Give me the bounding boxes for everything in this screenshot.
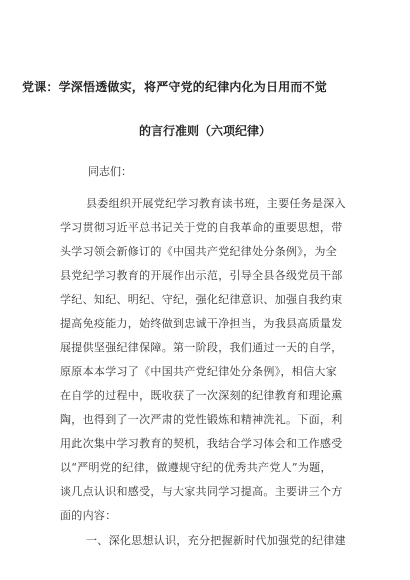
body-line: 学纪、知纪、明纪、守纪，强化纪律意识、加强自我约束	[60, 293, 343, 306]
body-line: 县党纪学习教育的开展作出示范，引导全县各级党员干部	[60, 269, 343, 282]
body-line: 以“严明党的纪律，做遵规守纪的优秀共产党人”为题，	[60, 461, 332, 474]
body-line: 面的内容：	[60, 509, 117, 522]
document-title-line-1: 党课：学深悟透做实，将严守党的纪律内化为日用而不觉	[22, 80, 328, 94]
body-line: 提高免疫能力，始终做到忠诚干净担当，为我县高质量发	[60, 317, 343, 330]
body-line: 谈几点认识和感受，与大家共同学习提高。主要讲三个方	[60, 485, 343, 498]
body-line: 头学习领会新修订的《中国共产党纪律处分条例》，为全	[60, 245, 337, 258]
body-line: 陶，也得到了一次严肃的党性锻炼和精神洗礼。下面，利	[60, 413, 343, 426]
document-title-line-2: 的言行准则（六项纪律）	[138, 124, 271, 138]
body-line: 在自学的过程中，既收获了一次深刻的纪律教育和理论熏	[60, 389, 343, 402]
greeting: 同志们：	[88, 165, 132, 178]
body-line: 学习贯彻习近平总书记关于党的自我革命的重要思想，带	[60, 221, 343, 234]
body-line: 用此次集中学习教育的契机，我结合学习体会和工作感受	[60, 437, 343, 450]
body-line: 展提供坚强纪律保障。第一阶段，我们通过一天的自学，	[60, 341, 343, 354]
body-line: 原原本本学习了《中国共产党纪律处分条例》，相信大家	[60, 365, 337, 378]
body-line: 县委组织开展党纪学习教育读书班，主要任务是深入	[86, 197, 346, 210]
section-heading: 一、深化思想认识，充分把握新时代加强党的纪律建	[86, 534, 346, 547]
